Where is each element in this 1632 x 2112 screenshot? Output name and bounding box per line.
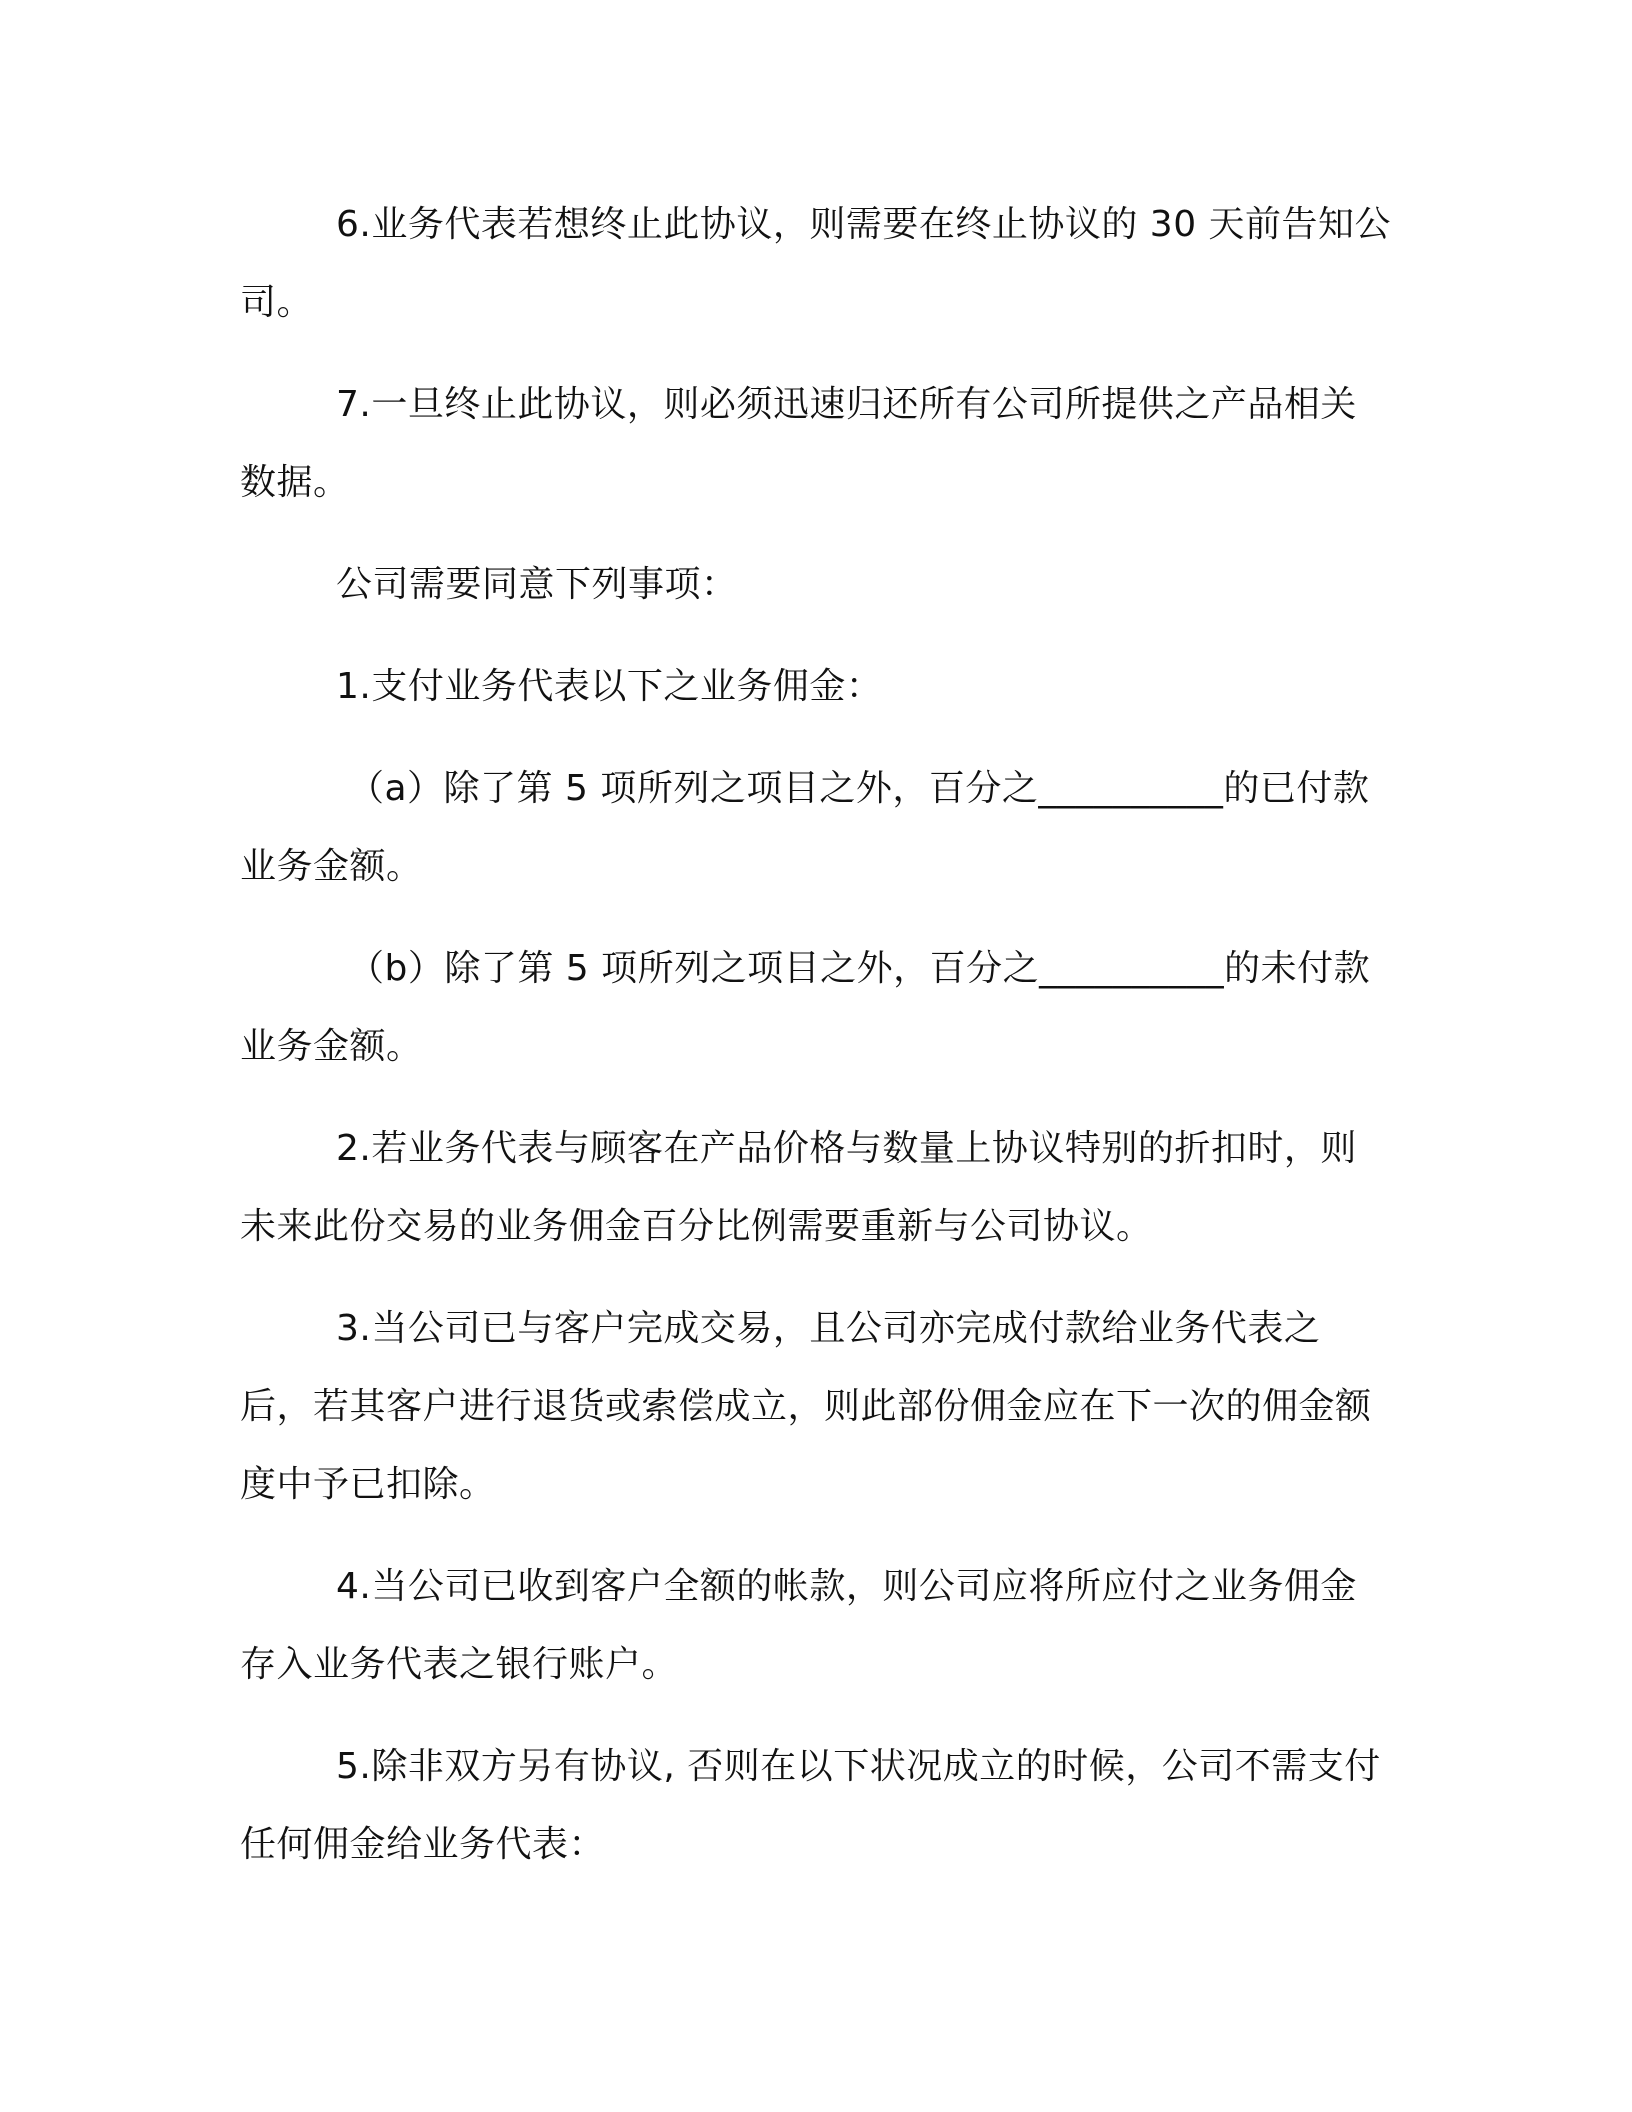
company-clause-3-returns: 3.当公司已与客户完成交易，且公司亦完成付款给业务代表之后，若其客户进行退货或索偿成立，则此部份佣金应在下一次的佣金额度中予已扣除。: [240, 1308, 1372, 1505]
clause-7-return-data: 7.一旦终止此协议，则必须迅速归还所有公司所提供之产品相关数据。: [240, 384, 1357, 503]
company-obligations-heading: 公司需要同意下列事项：: [336, 564, 738, 605]
company-clause-2-discount: 2.若业务代表与顾客在产品价格与数量上协议特别的折扣时，则未来此份交易的业务佣金百分比例需要重新与公司协议。: [240, 1128, 1357, 1247]
company-clause-1-commission: 1.支付业务代表以下之业务佣金：: [336, 666, 883, 707]
company-clause-4-bank-deposit: 4.当公司已收到客户全额的帐款，则公司应将所应付之业务佣金存入业务代表之银行账户。: [240, 1566, 1357, 1685]
company-clause-5-no-commission: 5.除非双方另有协议, 否则在以下状况成立的时候，公司不需支付任何佣金给业务代表：: [240, 1746, 1381, 1865]
company-clause-1a-paid-amount: （a）除了第 5 项所列之项目之外，百分之__________的已付款业务金额。: [240, 768, 1370, 887]
clause-6-terminate-notice: 6.业务代表若想终止此协议，则需要在终止协议的 30 天前告知公司。: [240, 204, 1392, 323]
document-body: [240, 186, 1392, 1908]
company-clause-1b-unpaid-amount: （b）除了第 5 项所列之项目之外，百分之__________的未付款业务金额。: [240, 948, 1371, 1067]
